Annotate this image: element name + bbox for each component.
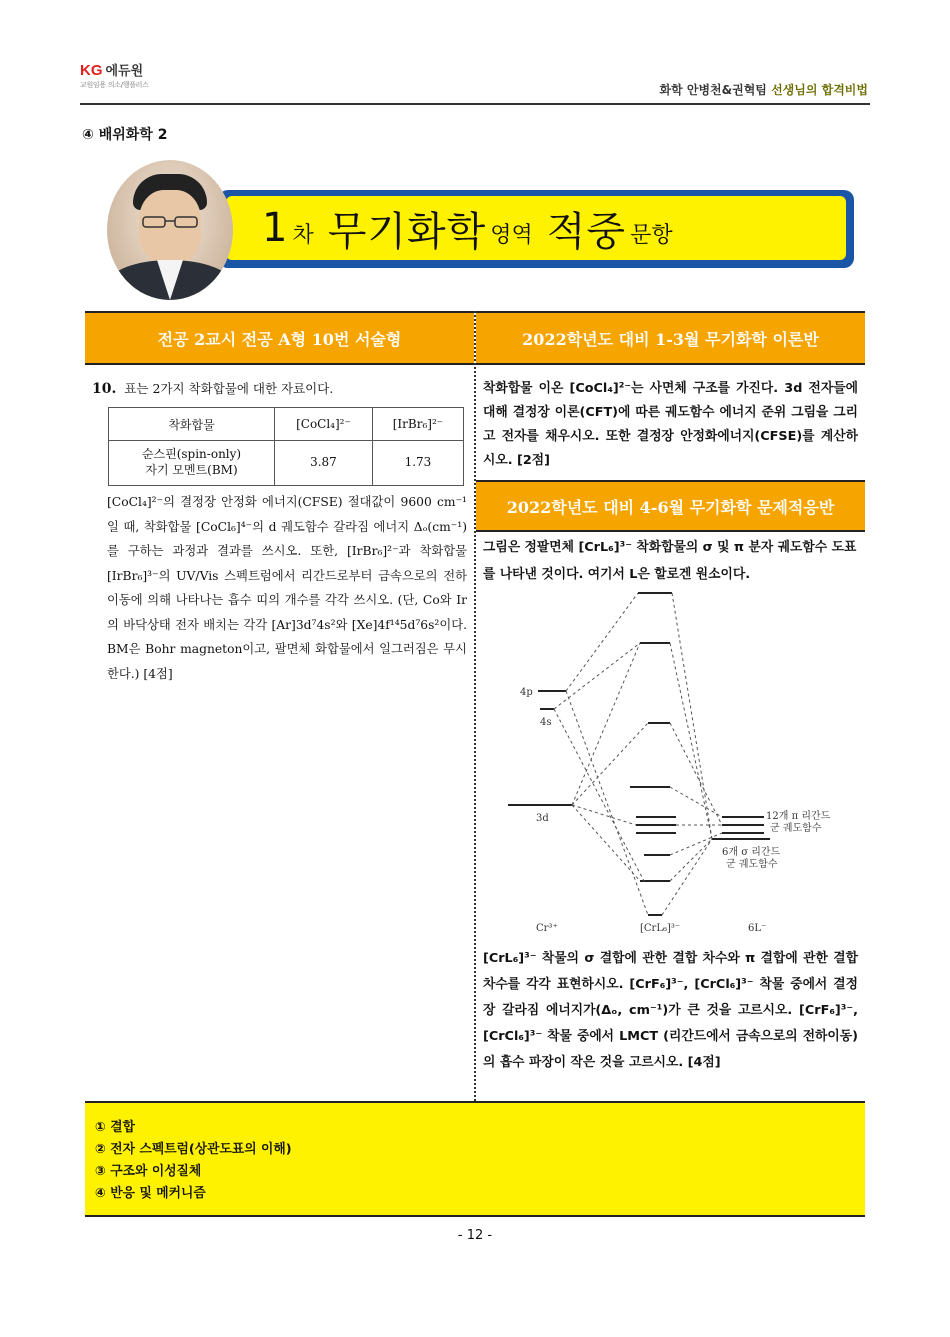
- right-heading-1: 2022학년도 대비 1-3월 무기화학 이론반: [476, 311, 865, 365]
- label-sigma-2: 군 궤도함수: [726, 859, 778, 870]
- topics-box: [85, 1101, 865, 1217]
- left-question-intro: [92, 376, 464, 403]
- label-4s: 4s: [540, 717, 552, 728]
- left-heading: 전공 2교시 전공 A형 10번 서술형: [85, 311, 474, 365]
- banner-number: 1: [262, 205, 289, 251]
- logo-name: 에듀원: [105, 64, 144, 79]
- right-question-3: [CrL₆]³⁻ 착물의 σ 결합에 관한 결합 차수와 π 결합에 관한 결합 차수를 각각 표현하시오. [CrF₆]³⁻, [CrCl₆]³⁻ 착물 중에서 결정장 갈라짐 에너지가(Δₒ, cm⁻¹)가 큰 것을 고르시오. [CrF₆]³⁻, [CrCl₆]³⁻ 착물 중에서 LMCT (리간드에서 금속으로의 전하이동)의 흡수 파장이 작은 것을 고르시오. [4점]: [483, 951, 858, 1070]
- mo-diagram: [500, 585, 860, 945]
- right-question-2: 그림은 정팔면체 [CrL₆]³⁻ 착화합물의 σ 및 π 분자 궤도함수 도표를 나타낸 것이다. 여기서 L은 할로겐 원소이다.: [483, 540, 857, 582]
- label-sigma-1: 6개 σ 리간드: [722, 847, 781, 858]
- banner-word-4: 문항: [630, 222, 673, 248]
- teacher-portrait: [107, 160, 233, 300]
- logo-mark: KG: [80, 62, 103, 79]
- header-team: 화학 안병천&권혁팀: [659, 83, 767, 97]
- table-cell: 1.73: [372, 441, 463, 486]
- label-3d: 3d: [536, 813, 549, 824]
- column-divider: [474, 311, 476, 1101]
- banner-word-3: 적중: [546, 208, 627, 255]
- label-4p: 4p: [520, 687, 533, 698]
- table-header-cell: [IrBr₆]²⁻: [372, 408, 463, 441]
- section-title: ④ 배위화학 2: [82, 127, 168, 143]
- topic-item: ④ 반응 및 메커니즘: [95, 1186, 206, 1201]
- title-banner: [218, 190, 854, 268]
- label-pi-2: 군 궤도함수: [770, 823, 822, 834]
- question-number: 10.: [92, 381, 117, 397]
- label-ligand: 6L⁻: [748, 923, 767, 934]
- table-cell: 3.87: [275, 441, 373, 486]
- banner-word-1: 무기화학: [327, 208, 487, 255]
- banner-word-2: 영역: [490, 222, 533, 248]
- logo-subtitle: 교원임용 의소/행플러스: [80, 81, 149, 89]
- table-row: [109, 441, 464, 486]
- topic-item: ② 전자 스펙트럼(상관도표의 이해): [95, 1142, 292, 1157]
- label-complex: [CrL₆]³⁻: [640, 923, 681, 934]
- page-number: - 12 -: [457, 1228, 493, 1243]
- banner-cha: 차: [292, 222, 314, 248]
- left-question-body: [CoCl₄]²⁻의 결정장 안정화 에너지(CFSE) 절대값이 9600 cm⁻¹일 때, 착화합물 [CoCl₆]⁴⁻의 d 궤도함수 갈라짐 에너지 Δₒ(cm⁻¹)를 구하는 과정과 결과를 쓰시오. 또한, [IrBr₆]²⁻과 착화합물 [IrBr₆]³⁻의 UV/Vis 스펙트럼에서 리간드로부터 금속으로의 전하 이동에 의해 나타나는 흡수 띠의 개수를 각각 쓰시오. (단, Co와 Ir의 바닥상태 전자 배치는 각각 [Ar]3d⁷4s²와 [Xe]4f¹⁴5d⁷6s²이다. BM은 Bohr magneton이고, 팔면체 화합물에서 일그러짐은 무시한다.) [4점]: [107, 495, 467, 681]
- right-heading-2: 2022학년도 대비 4-6월 무기화학 문제적응반: [476, 480, 865, 532]
- table-header-cell: 착화합물: [109, 408, 275, 441]
- table-header-cell: [CoCl₄]²⁻: [275, 408, 373, 441]
- table-row-label: 순스핀(spin-only) 자기 모멘트(BM): [109, 441, 275, 486]
- complex-table: [108, 407, 464, 486]
- table-row: [109, 408, 464, 441]
- header-caption: [660, 81, 869, 98]
- topic-item: ③ 구조와 이성질체: [95, 1164, 202, 1179]
- logo: [80, 60, 149, 90]
- right-question-1: 착화합물 이온 [CoCl₄]²⁻는 사면체 구조를 가진다. 3d 전자들에 대해 결정장 이론(CFT)에 따른 궤도함수 에너지 준위 그림을 그리고 전자를 채우시오. 또한 결정장 안정화에너지(CFSE)를 계산하시오. [2점]: [483, 381, 858, 468]
- topic-item: ① 결합: [95, 1120, 136, 1135]
- label-pi-1: 12개 π 리간드: [766, 811, 831, 822]
- label-cr: Cr³⁺: [536, 923, 558, 934]
- header-rule: [80, 103, 870, 105]
- question-intro: 표는 2가지 착화합물에 대한 자료이다.: [124, 381, 334, 396]
- header-highlight: 선생님의 합격비법: [771, 83, 868, 97]
